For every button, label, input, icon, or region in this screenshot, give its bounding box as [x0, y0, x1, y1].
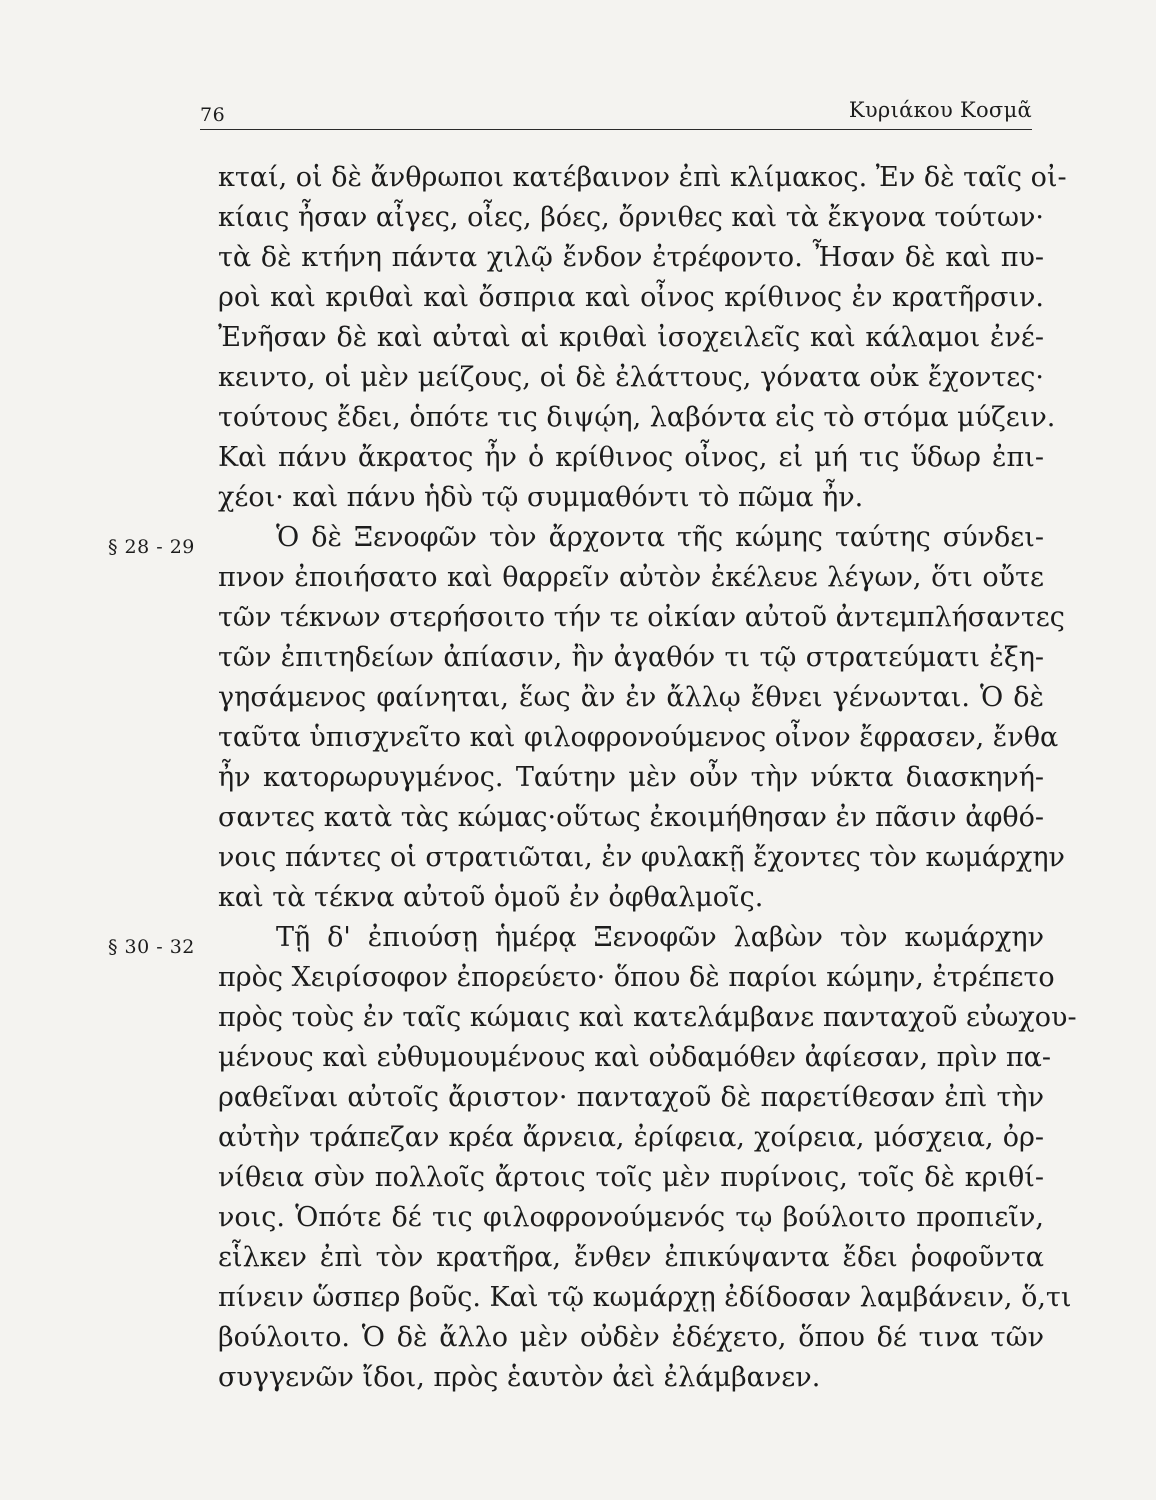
text-line: πρὸς Χειρίσοφον ἐπορεύετο· ὅπου δὲ παρίοι κώμην, ἐτρέπετο	[218, 962, 1055, 993]
text-line: μένους καὶ εὐθυμουμένους καὶ οὐδαμόθεν ἀφίεσαν, πρὶν πα-	[218, 1042, 1051, 1073]
text-line: Ὁ δὲ Ξενοφῶν τὸν ἄρχοντα τῆς κώμης ταύτης σύνδει-	[276, 522, 1044, 553]
text-line: νίθεια σὺν πολλοῖς ἄρτοις τοῖς μὲν πυρίνοις, τοῖς δὲ κριθί-	[218, 1162, 1044, 1193]
text-line: ἦν κατορωρυγμένος. Ταύτην μὲν οὖν τὴν νύκτα διασκηνή-	[218, 762, 1044, 793]
text-line: βούλοιτο. Ὁ δὲ ἄλλο μὲν οὐδὲν ἐδέχετο, ὅπου δέ τινα τῶν	[218, 1322, 1044, 1353]
text-line: νοις. Ὁπότε δέ τις φιλοφρονούμενός τῳ βούλοιτο προπιεῖν,	[218, 1202, 1044, 1233]
text-line: καὶ τὰ τέκνα αὐτοῦ ὁμοῦ ἐν ὀφθαλμοῖς.	[218, 882, 764, 913]
text-line: σαντες κατὰ τὰς κώμας·οὕτως ἐκοιμήθησαν ἐν πᾶσιν ἀφθό-	[218, 802, 1044, 833]
text-line: ροὶ καὶ κριθαὶ καὶ ὄσπρια καὶ οἶνος κρίθινος ἐν κρατῆρσιν.	[218, 282, 1044, 313]
margin-note-section-28-29: § 28 - 29	[108, 536, 195, 558]
text-line: κταί, οἱ δὲ ἄνθρωποι κατέβαινον ἐπὶ κλίμακος. Ἐν δὲ ταῖς οἰ-	[218, 162, 1067, 193]
text-line: αὐτὴν τράπεζαν κρέα ἄρνεια, ἐρίφεια, χοίρεια, μόσχεια, ὀρ-	[218, 1122, 1044, 1153]
paragraph	[218, 158, 1067, 518]
body-text	[218, 158, 1077, 1398]
text-line: χέοι· καὶ πάνυ ἡδὺ τῷ συμμαθόντι τὸ πῶμα ἦν.	[218, 482, 864, 513]
text-line: νοις πάντες οἱ στρατιῶται, ἐν φυλακῇ ἔχοντες τὸν κωμάρχην	[218, 842, 1065, 873]
text-line: τὰ δὲ κτήνη πάντα χιλῷ ἔνδον ἐτρέφοντο. Ἦσαν δὲ καὶ πυ-	[218, 242, 1044, 273]
page-header	[200, 98, 1032, 128]
text-line: κειντο, οἱ μὲν μείζους, οἱ δὲ ἐλάττους, γόνατα οὐκ ἔχοντες·	[218, 362, 1044, 393]
text-line: Τῇ δ' ἐπιούσῃ ἡμέρᾳ Ξενοφῶν λαβὼν τὸν κωμάρχην	[276, 922, 1044, 953]
text-line: εἷλκεν ἐπὶ τὸν κρατῆρα, ἔνθεν ἐπικύψαντα ἔδει ῥοφοῦντα	[218, 1242, 1044, 1273]
text-line: ταῦτα ὑπισχνεῖτο καὶ φιλοφρονούμενος οἶνον ἔφρασεν, ἔνθα	[218, 722, 1059, 753]
text-line: πίνειν ὥσπερ βοῦς. Καὶ τῷ κωμάρχῃ ἐδίδοσαν λαμβάνειν, ὅ,τι	[218, 1282, 1072, 1313]
text-line: τούτους ἔδει, ὁπότε τις διψῴη, λαβόντα εἰς τὸ στόμα μύζειν.	[218, 402, 1056, 433]
running-head: Κυριάκου Κοσμᾶ	[848, 98, 1032, 122]
text-line: γησάμενος φαίνηται, ἕως ἂν ἐν ἄλλῳ ἔθνει γένωνται. Ὁ δὲ	[218, 682, 1044, 713]
margin-note-section-30-32: § 30 - 32	[108, 936, 195, 958]
text-line: συγγενῶν ἴδοι, πρὸς ἑαυτὸν ἀεὶ ἐλάμβανεν.	[218, 1362, 821, 1393]
paragraph	[218, 918, 1077, 1398]
text-line: πρὸς τοὺς ἐν ταῖς κώμαις καὶ κατελάμβανε πανταχοῦ εὐωχου-	[218, 1002, 1077, 1033]
text-line: κίαις ἦσαν αἶγες, οἶες, βόες, ὄρνιθες καὶ τὰ ἔκγονα τούτων·	[218, 202, 1044, 233]
text-line: ραθεῖναι αὐτοῖς ἄριστον· πανταχοῦ δὲ παρετίθεσαν ἐπὶ τὴν	[218, 1082, 1044, 1113]
page-number: 76	[200, 104, 226, 126]
text-line: Καὶ πάνυ ἄκρατος ἦν ὁ κρίθινος οἶνος, εἰ μή τις ὕδωρ ἐπι-	[218, 442, 1044, 473]
text-line: πνον ἐποιήσατο καὶ θαρρεῖν αὐτὸν ἐκέλευε λέγων, ὅτι οὔτε	[218, 562, 1044, 593]
header-rule	[200, 129, 1032, 130]
text-line: Ἐνῆσαν δὲ καὶ αὐταὶ αἱ κριθαὶ ἰσοχειλεῖς καὶ κάλαμοι ἐνέ-	[218, 322, 1044, 353]
paragraph	[218, 518, 1065, 918]
text-line: τῶν ἐπιτηδείων ἀπίασιν, ἢν ἀγαθόν τι τῷ στρατεύματι ἐξη-	[218, 642, 1044, 673]
text-line: τῶν τέκνων στερήσοιτο τήν τε οἰκίαν αὐτοῦ ἀντεμπλήσαντες	[218, 602, 1065, 633]
